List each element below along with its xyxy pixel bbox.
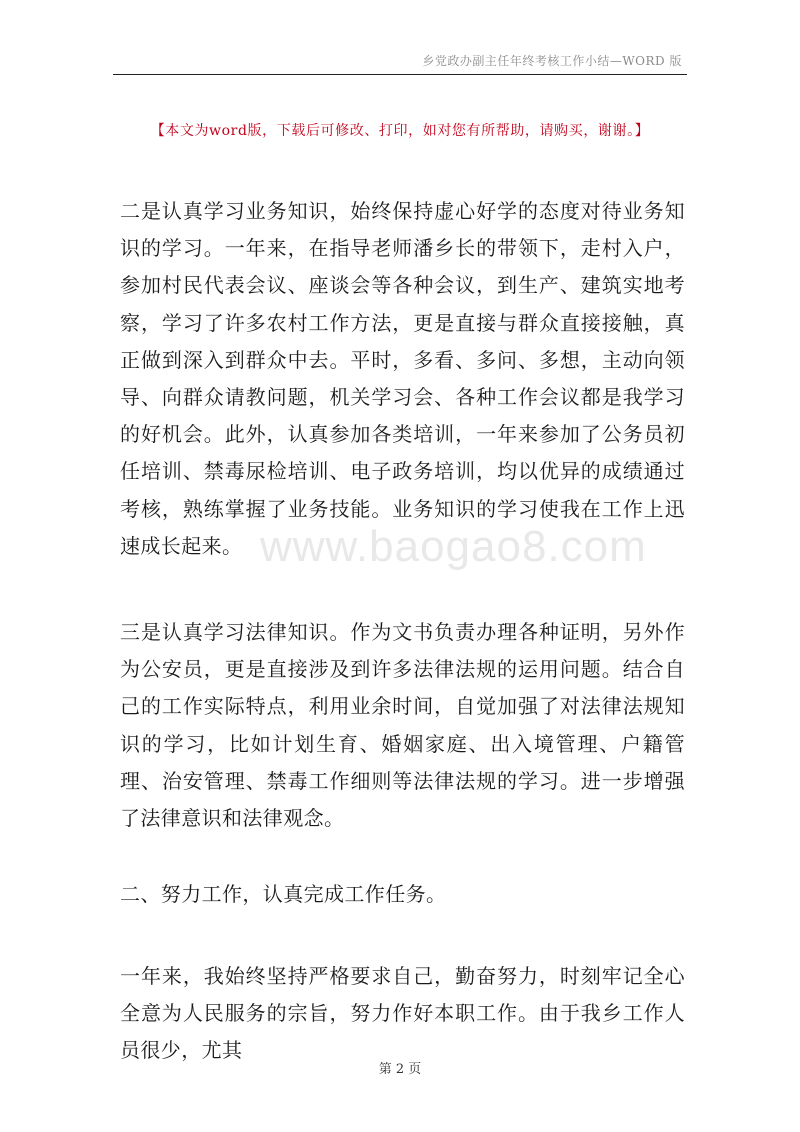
purchase-notice: 【本文为word版，下载后可修改、打印，如对您有所帮助，请购买，谢谢。】 — [150, 123, 650, 139]
paragraph-work-summary: 一年来，我始终坚持严格要求自己，勤奋努力，时刻牢记全心全意为人民服务的宗旨，努力作好本职工作。由于我乡工作人员很少，尤其 — [120, 964, 685, 1063]
section-heading-work: 二、努力工作，认真完成工作任务。 — [120, 882, 447, 906]
page-number: 第 2 页 — [378, 1062, 422, 1077]
paragraph-business-study: 二是认真学习业务知识，始终保持虚心好学的态度对待业务知识的学习。一年来，在指导老师潘乡长的带领下，走村入户，参加村民代表会议、座谈会等各种会议，到生产、建筑实地考察，学习了许多农村工作方法，更是直接与群众直接接触，真正做到深入到群众中去。平时，多看、多问、多想，主动向领导、向群众请教问题，机关学习会、各种工作会议都是我学习的好机会。此外，认真参加各类培训，一年来参加了公务员初任培训、禁毒尿检培训、电子政务培训，均以优异的成绩通过考核，熟练掌握了业务技能。业务知识的学习使我在工作上迅速成长起来。 — [120, 199, 685, 558]
site-watermark: www.baogao8.com — [260, 522, 647, 571]
header-divider — [113, 74, 687, 75]
document-header-title: 乡党政办副主任年终考核工作小结—WORD 版 — [422, 54, 682, 68]
paragraph-law-study: 三是认真学习法律知识。作为文书负责办理各种证明，另外作为公安员，更是直接涉及到许多法律法规的运用问题。结合自己的工作实际特点，利用业余时间，自觉加强了对法律法规知识的学习，比如计划生育、婚姻家庭、出入境管理、户籍管理、治安管理、禁毒工作细则等法律法规的学习。进一步增强了法律意识和法律观念。 — [120, 620, 685, 831]
